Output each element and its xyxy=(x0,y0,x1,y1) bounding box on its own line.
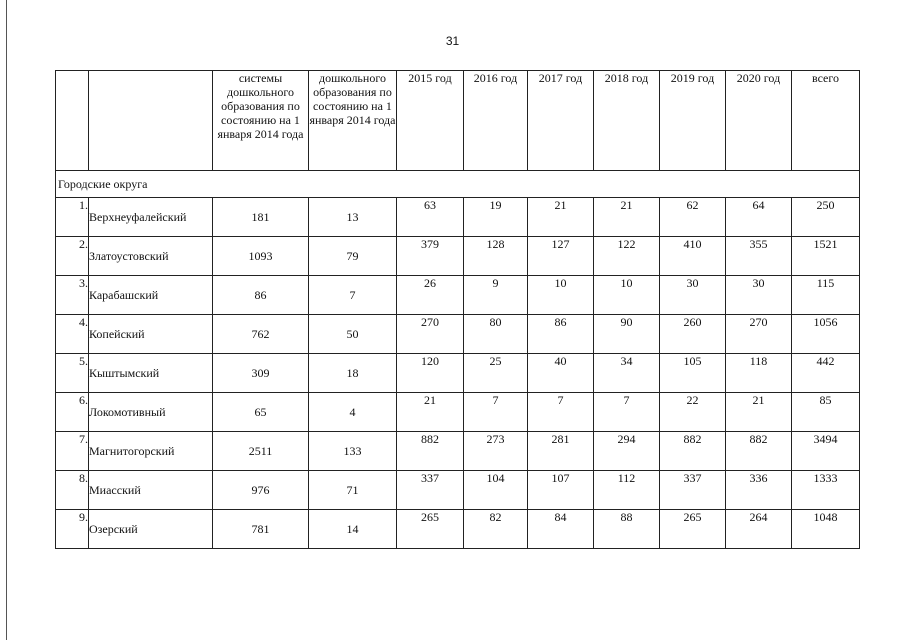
cell-preschool-2014: 13 xyxy=(309,198,397,237)
row-name: Миасский xyxy=(89,471,213,510)
cell-2016: 7 xyxy=(464,393,528,432)
cell-preschool-2014: 14 xyxy=(309,510,397,549)
table-row xyxy=(56,393,860,432)
cell-2018: 122 xyxy=(594,237,660,276)
cell-2017: 10 xyxy=(528,276,594,315)
header-2015: 2015 год xyxy=(397,71,464,171)
cell-preschool-2014: 7 xyxy=(309,276,397,315)
cell-total: 250 xyxy=(792,198,860,237)
row-number: 3. xyxy=(56,276,89,315)
header-name xyxy=(89,71,213,171)
cell-total: 115 xyxy=(792,276,860,315)
header-2020: 2020 год xyxy=(726,71,792,171)
cell-2020: 118 xyxy=(726,354,792,393)
table-row xyxy=(56,315,860,354)
cell-2016: 82 xyxy=(464,510,528,549)
page-left-border xyxy=(6,0,7,640)
cell-2017: 7 xyxy=(528,393,594,432)
header-2017: 2017 год xyxy=(528,71,594,171)
cell-2020: 336 xyxy=(726,471,792,510)
header-2016: 2016 год xyxy=(464,71,528,171)
cell-2018: 7 xyxy=(594,393,660,432)
section-title: Городские округа xyxy=(56,171,860,198)
cell-2019: 30 xyxy=(660,276,726,315)
table-row xyxy=(56,510,860,549)
cell-total: 85 xyxy=(792,393,860,432)
row-name: Верхнеуфалейский xyxy=(89,198,213,237)
cell-2017: 40 xyxy=(528,354,594,393)
cell-total: 442 xyxy=(792,354,860,393)
cell-2016: 80 xyxy=(464,315,528,354)
cell-2017: 84 xyxy=(528,510,594,549)
row-name: Карабашский xyxy=(89,276,213,315)
cell-total: 1521 xyxy=(792,237,860,276)
cell-systems-2014: 781 xyxy=(213,510,309,549)
row-name: Кыштымский xyxy=(89,354,213,393)
row-name: Магнитогорский xyxy=(89,432,213,471)
cell-2016: 273 xyxy=(464,432,528,471)
cell-2020: 355 xyxy=(726,237,792,276)
cell-2015: 337 xyxy=(397,471,464,510)
table-row xyxy=(56,276,860,315)
row-number: 7. xyxy=(56,432,89,471)
cell-2015: 265 xyxy=(397,510,464,549)
cell-2015: 26 xyxy=(397,276,464,315)
section-row xyxy=(56,171,860,198)
table-row xyxy=(56,198,860,237)
cell-2019: 265 xyxy=(660,510,726,549)
cell-systems-2014: 86 xyxy=(213,276,309,315)
data-table xyxy=(55,70,860,549)
cell-2017: 86 xyxy=(528,315,594,354)
cell-2016: 104 xyxy=(464,471,528,510)
cell-systems-2014: 65 xyxy=(213,393,309,432)
cell-2017: 127 xyxy=(528,237,594,276)
cell-preschool-2014: 79 xyxy=(309,237,397,276)
row-number: 1. xyxy=(56,198,89,237)
cell-preschool-2014: 4 xyxy=(309,393,397,432)
cell-2017: 21 xyxy=(528,198,594,237)
row-number: 6. xyxy=(56,393,89,432)
cell-2020: 21 xyxy=(726,393,792,432)
cell-total: 3494 xyxy=(792,432,860,471)
cell-2015: 120 xyxy=(397,354,464,393)
table-row xyxy=(56,432,860,471)
cell-systems-2014: 1093 xyxy=(213,237,309,276)
cell-2018: 21 xyxy=(594,198,660,237)
cell-2015: 63 xyxy=(397,198,464,237)
row-number: 8. xyxy=(56,471,89,510)
table-row xyxy=(56,354,860,393)
table-row xyxy=(56,237,860,276)
cell-total: 1333 xyxy=(792,471,860,510)
cell-2020: 30 xyxy=(726,276,792,315)
cell-2018: 112 xyxy=(594,471,660,510)
cell-2018: 10 xyxy=(594,276,660,315)
cell-2018: 88 xyxy=(594,510,660,549)
cell-2019: 22 xyxy=(660,393,726,432)
header-number xyxy=(56,71,89,171)
row-number: 2. xyxy=(56,237,89,276)
cell-systems-2014: 309 xyxy=(213,354,309,393)
cell-2020: 264 xyxy=(726,510,792,549)
cell-2020: 270 xyxy=(726,315,792,354)
cell-2019: 410 xyxy=(660,237,726,276)
cell-2016: 19 xyxy=(464,198,528,237)
header-2018: 2018 год xyxy=(594,71,660,171)
cell-2018: 34 xyxy=(594,354,660,393)
row-number: 4. xyxy=(56,315,89,354)
row-name: Златоустовский xyxy=(89,237,213,276)
cell-2016: 9 xyxy=(464,276,528,315)
cell-2019: 260 xyxy=(660,315,726,354)
cell-systems-2014: 2511 xyxy=(213,432,309,471)
cell-preschool-2014: 71 xyxy=(309,471,397,510)
cell-2018: 294 xyxy=(594,432,660,471)
cell-systems-2014: 976 xyxy=(213,471,309,510)
cell-total: 1056 xyxy=(792,315,860,354)
header-preschool-2014: дошкольного образования по состоянию на 1 января 2014 года xyxy=(309,71,397,171)
row-number: 5. xyxy=(56,354,89,393)
cell-total: 1048 xyxy=(792,510,860,549)
cell-2019: 882 xyxy=(660,432,726,471)
cell-preschool-2014: 18 xyxy=(309,354,397,393)
cell-systems-2014: 762 xyxy=(213,315,309,354)
row-name: Копейский xyxy=(89,315,213,354)
cell-preschool-2014: 133 xyxy=(309,432,397,471)
cell-2019: 105 xyxy=(660,354,726,393)
cell-2016: 128 xyxy=(464,237,528,276)
cell-2015: 379 xyxy=(397,237,464,276)
header-systems-2014: системы дошкольного образования по состоянию на 1 января 2014 года xyxy=(213,71,309,171)
row-name: Локомотивный xyxy=(89,393,213,432)
row-number: 9. xyxy=(56,510,89,549)
cell-2017: 107 xyxy=(528,471,594,510)
cell-2020: 882 xyxy=(726,432,792,471)
cell-2019: 62 xyxy=(660,198,726,237)
cell-2015: 270 xyxy=(397,315,464,354)
header-total: всего xyxy=(792,71,860,171)
cell-2020: 64 xyxy=(726,198,792,237)
row-name: Озерский xyxy=(89,510,213,549)
cell-2017: 281 xyxy=(528,432,594,471)
cell-preschool-2014: 50 xyxy=(309,315,397,354)
table-header-row xyxy=(56,71,860,171)
cell-2015: 882 xyxy=(397,432,464,471)
header-2019: 2019 год xyxy=(660,71,726,171)
cell-2019: 337 xyxy=(660,471,726,510)
cell-2018: 90 xyxy=(594,315,660,354)
table-row xyxy=(56,471,860,510)
page-number: 31 xyxy=(445,34,460,48)
cell-2015: 21 xyxy=(397,393,464,432)
cell-systems-2014: 181 xyxy=(213,198,309,237)
cell-2016: 25 xyxy=(464,354,528,393)
